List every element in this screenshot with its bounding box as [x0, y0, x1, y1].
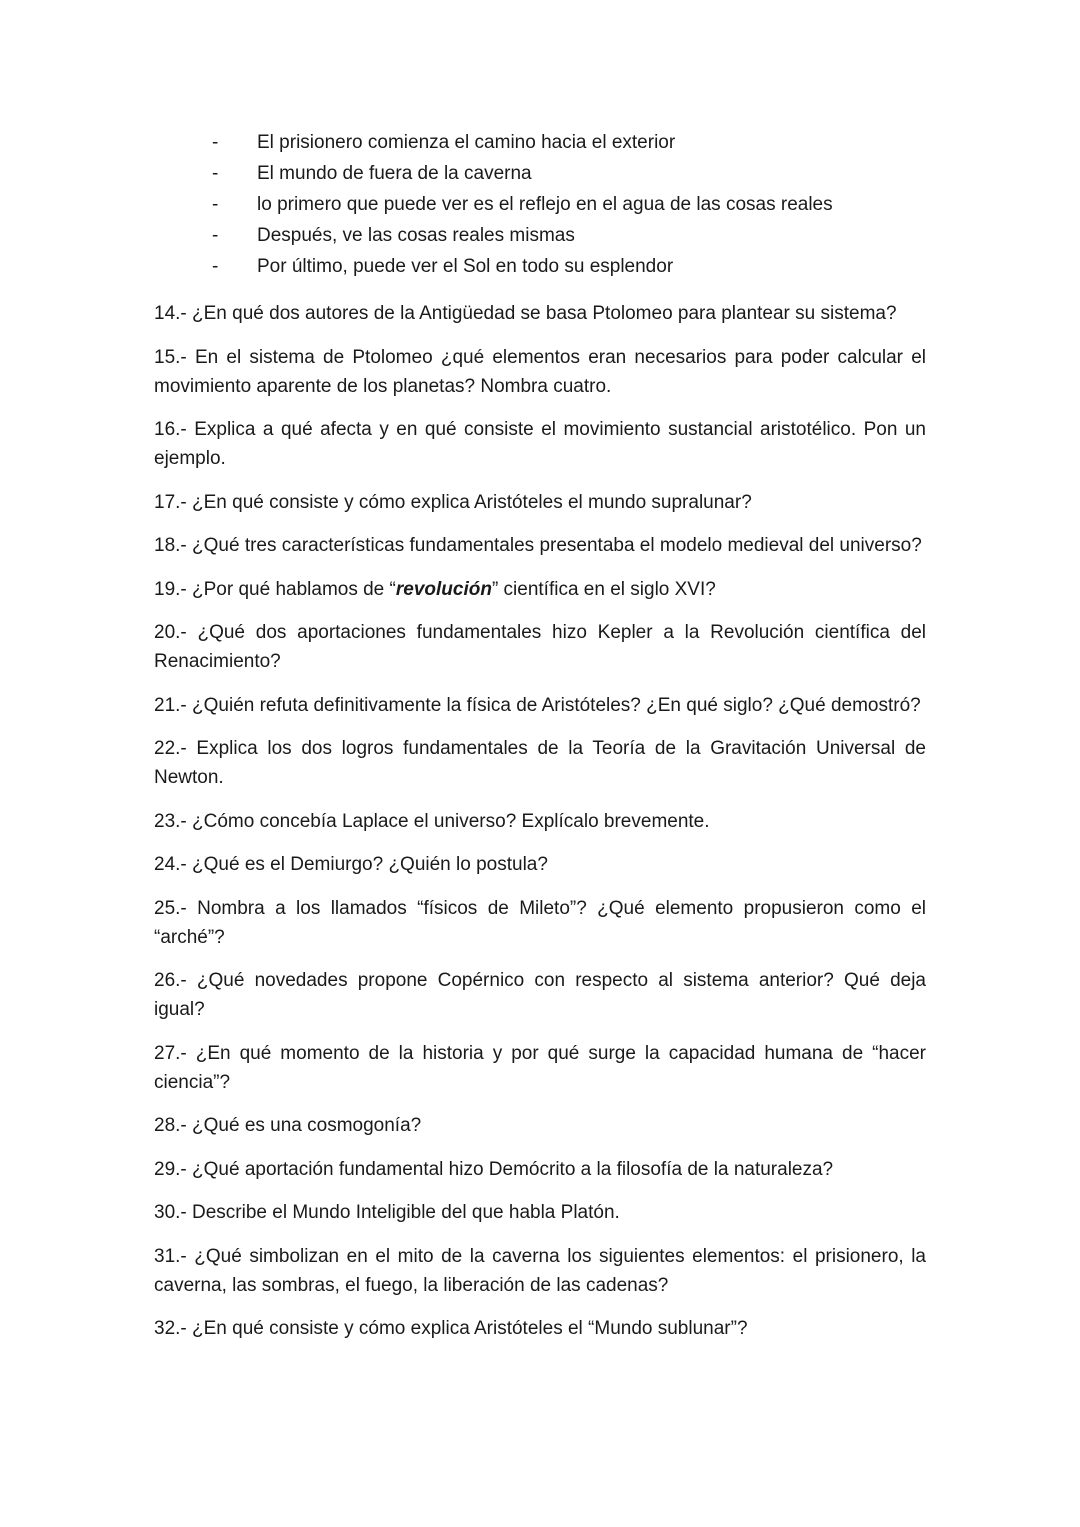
bullet-text: lo primero que puede ver es el reflejo en el agua de las cosas reales: [257, 194, 833, 215]
question-19-text-after: ” científica en el siglo XVI?: [491, 578, 716, 600]
bullet-item: [212, 158, 972, 189]
question-list: [154, 299, 926, 1358]
question-25: 25.- Nombra a los llamados “físicos de Mileto”? ¿Qué elemento propusieron como el “arché”?: [154, 897, 926, 948]
question-23: 23.- ¿Cómo concebía Laplace el universo? Explícalo brevemente.: [154, 810, 710, 832]
question-24: 24.- ¿Qué es el Demiurgo? ¿Quién lo postula?: [154, 854, 548, 875]
dash-marker: -: [212, 225, 219, 246]
question-26: 26.- ¿Qué novedades propone Copérnico con respecto al sistema anterior? Qué deja igual?: [154, 970, 926, 1020]
question-27: 27.- ¿En qué momento de la historia y por qué surge la capacidad humana de “hacer ciencia”?: [154, 1042, 926, 1093]
bullet-item: [212, 127, 972, 158]
question-14: 14.- ¿En qué dos autores de la Antigüedad se basa Ptolomeo para plantear su sistema?: [154, 303, 897, 324]
question-28: 28.- ¿Qué es una cosmogonía?: [154, 1115, 422, 1136]
bullet-item: [212, 189, 972, 220]
bullet-list: [212, 127, 972, 282]
question-19-text-before: 19.- ¿Por qué hablamos de “: [154, 578, 396, 600]
dash-marker: -: [212, 163, 219, 184]
question-16: 16.- Explica a qué afecta y en qué consiste el movimiento sustancial aristotélico. Pon un ejemplo.: [154, 419, 926, 469]
question-32: 32.- ¿En qué consiste y cómo explica Aristóteles el “Mundo sublunar”?: [154, 1318, 748, 1339]
question-31: 31.- ¿Qué simbolizan en el mito de la caverna los siguientes elementos: el prisionero, la caverna, las sombras, el fuego, la liberación de las cadenas?: [154, 1245, 926, 1296]
bullet-text: El mundo de fuera de la caverna: [257, 163, 532, 184]
bullet-text: El prisionero comienza el camino hacia el exterior: [257, 132, 676, 153]
bullet-text: Después, ve las cosas reales mismas: [257, 225, 575, 246]
question-15: 15.- En el sistema de Ptolomeo ¿qué elementos eran necesarios para poder calcular el movimiento aparente de los planetas? Nombra cuatro.: [154, 346, 926, 397]
bullet-item: [212, 220, 972, 251]
dash-marker: -: [212, 132, 219, 153]
question-19: [154, 575, 926, 604]
question-20: 20.- ¿Qué dos aportaciones fundamentales hizo Kepler a la Revolución científica del Renacimiento?: [154, 622, 926, 672]
question-29: 29.- ¿Qué aportación fundamental hizo Demócrito a la filosofía de la naturaleza?: [154, 1158, 834, 1180]
question-21: 21.- ¿Quién refuta definitivamente la física de Aristóteles? ¿En qué siglo? ¿Qué demostró?: [154, 694, 921, 716]
question-18: 18.- ¿Qué tres características fundamentales presentaba el modelo medieval del universo?: [154, 535, 922, 556]
question-17: 17.- ¿En qué consiste y cómo explica Aristóteles el mundo supralunar?: [154, 491, 752, 513]
bullet-text: Por último, puede ver el Sol en todo su esplendor: [257, 256, 674, 277]
question-22: 22.- Explica los dos logros fundamentales de la Teoría de la Gravitación Universal de Newton.: [154, 738, 926, 788]
bullet-item: [212, 251, 972, 282]
question-30: 30.- Describe el Mundo Inteligible del que habla Platón.: [154, 1202, 620, 1223]
question-19-emphasis: revolución: [395, 578, 492, 600]
dash-marker: -: [212, 194, 219, 215]
dash-marker: -: [212, 256, 219, 277]
